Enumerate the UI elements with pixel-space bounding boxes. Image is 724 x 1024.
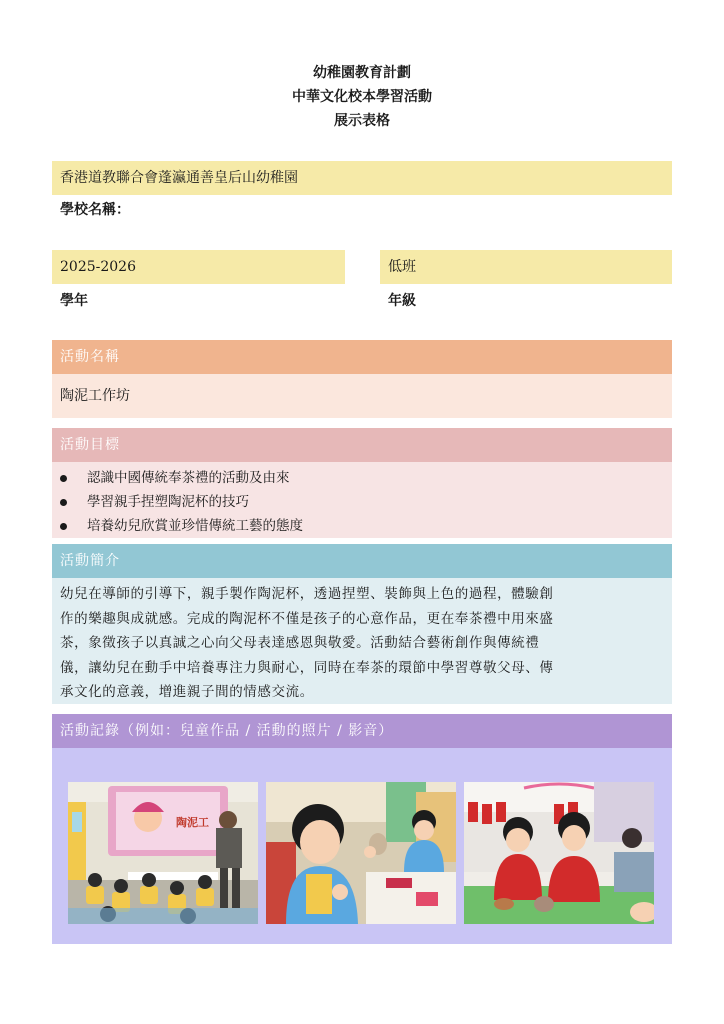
activity-name-value: 陶泥工作坊 [52,374,672,418]
intro-line: 儀，讓幼兒在動手中培養專注力與耐心，同時在奉茶的環節中學習尊敬父母、傳 [60,659,554,676]
objectives-body [52,462,672,538]
school-name-field: 香港道教聯合會蓬瀛通善皇后山幼稚園 [52,161,672,195]
bullet-icon [60,475,67,482]
objectives-header: 活動目標 [52,428,672,462]
activity-photo-3 [464,782,654,924]
list-item: 認識中國傳統奉茶禮的活動及由來 [60,466,672,490]
bullet-icon [60,523,67,530]
list-item: 培養幼兒欣賞並珍惜傳統工藝的態度 [60,514,672,538]
school-year-label: 學年 [60,293,88,309]
intro-line: 幼兒在導師的引導下，親手製作陶泥杯，透過捏塑、裝飾與上色的過程，體驗創 [60,586,554,602]
grade-field: 低班 [380,250,672,284]
introduction-header: 活動簡介 [52,544,672,578]
doc-title-line3: 展示表格 [334,113,390,129]
intro-line: 作的樂趣與成就感。完成的陶泥杯不僅是孩子的心意作品，更在奉茶禮中用來盛 [60,610,554,627]
grade-label: 年級 [388,293,416,309]
activity-photo-1 [68,782,258,924]
objectives-list [52,462,672,538]
intro-line: 茶，象徵孩子以真誠之心向父母表達感恩與敬愛。活動結合藝術創作與傳統禮 [60,635,540,651]
list-item: 學習親手捏塑陶泥杯的技巧 [60,490,672,514]
introduction-body [52,578,672,704]
intro-line: 承文化的意義，增進親子間的情感交流。 [60,684,314,700]
doc-title-line2: 中華文化校本學習活動 [292,89,432,105]
banner-sign: 陶泥工 [176,816,209,829]
activity-name-header: 活動名稱 [52,340,672,374]
activity-photo-2 [266,782,456,924]
doc-title-line1: 幼稚園教育計劃 [313,65,411,81]
bullet-icon [60,499,67,506]
school-name-label: 學校名稱： [60,202,130,218]
records-header: 活動記錄（例如：兒童作品 / 活動的照片 / 影音） [52,714,672,748]
school-year-field: 2025-2026 [52,250,345,284]
